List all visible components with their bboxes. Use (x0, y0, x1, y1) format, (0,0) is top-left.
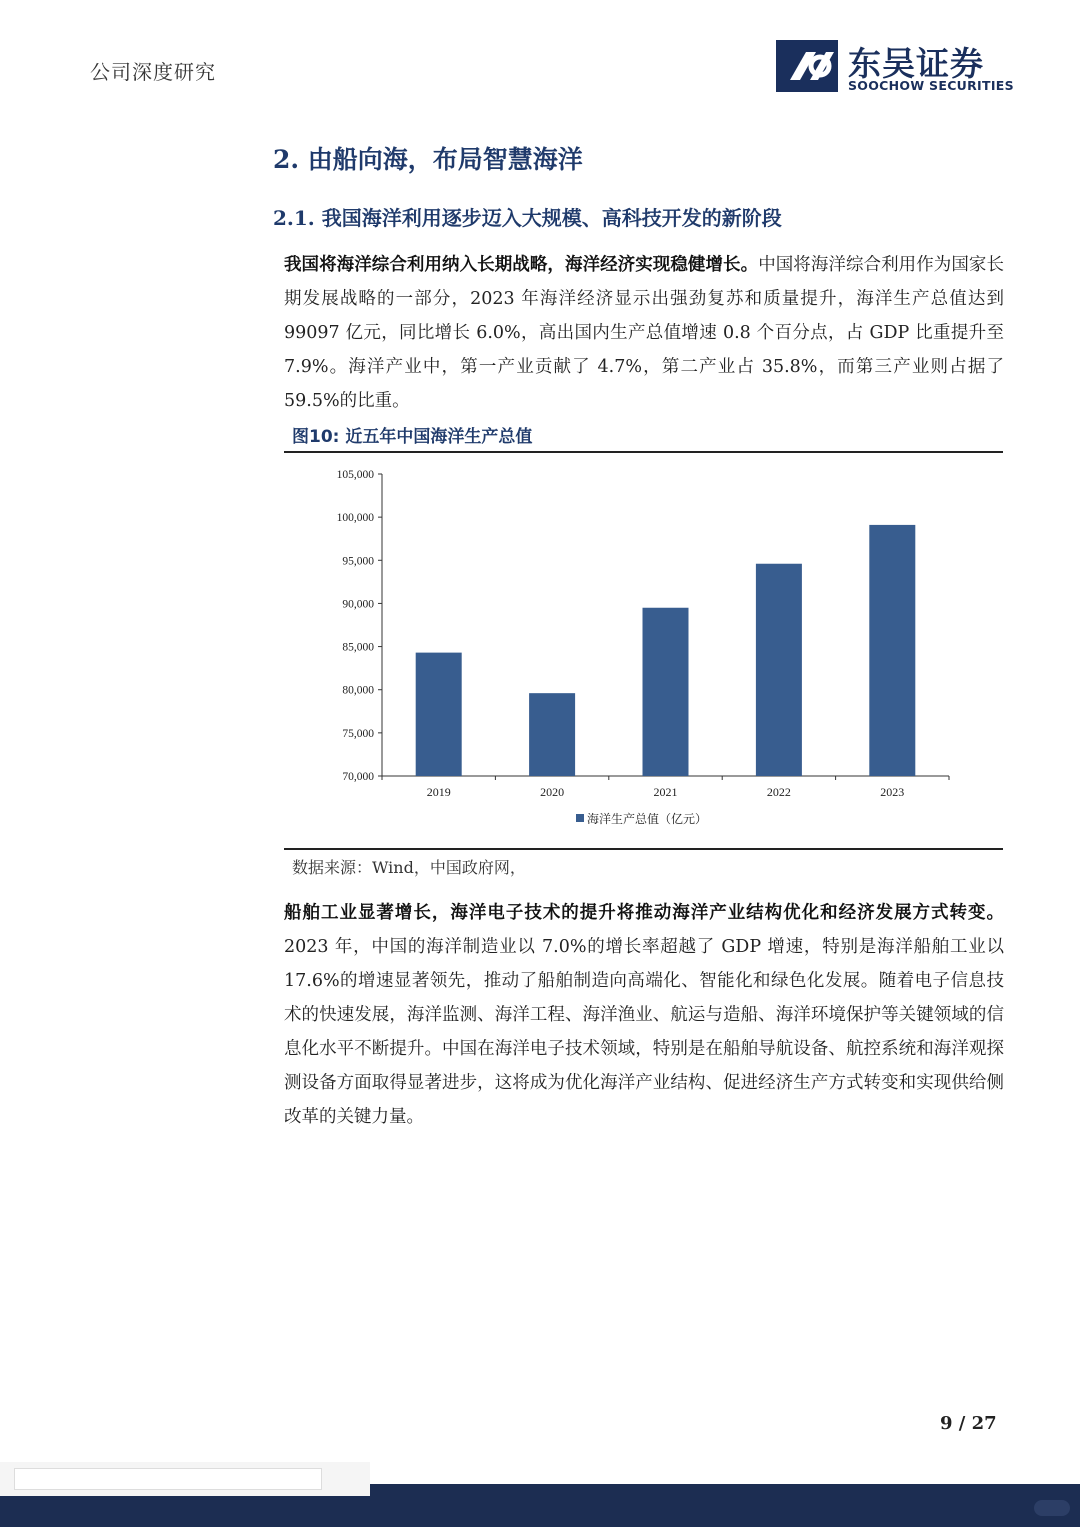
x-tick-label: 2019 (426, 785, 451, 799)
figure-bottom-rule (284, 848, 1003, 850)
ocean-gdp-bar-chart (284, 456, 1003, 844)
x-tick-label: 2021 (653, 785, 678, 799)
legend-swatch (576, 814, 584, 822)
legend-label: 海洋生产总值（亿元） (587, 812, 708, 826)
y-tick-label: 75,000 (342, 727, 374, 740)
paragraph-lead: 我国将海洋综合利用纳入长期战略，海洋经济实现稳健增长。 (284, 255, 759, 275)
y-tick-label: 105,000 (336, 469, 374, 481)
figure-title: 图10: 近五年中国海洋生产总值 (292, 427, 533, 447)
footer-input-box (14, 1468, 322, 1490)
x-tick-label: 2023 (880, 785, 905, 799)
paragraph-shipbuilding (284, 896, 1004, 1134)
bar-2021 (643, 608, 689, 776)
x-tick-label: 2022 (766, 785, 791, 799)
section-subtitle: 2.1. 我国海洋利用逐步迈入大规模、高科技开发的新阶段 (273, 206, 782, 230)
soochow-logo-icon (776, 40, 838, 92)
paragraph-body: 2023 年，中国的海洋制造业以 7.0%的增长率超越了 GDP 增速，特别是海洋船舶工业以 17.6%的增速显著领先，推动了船舶制造向高端化、智能化和绿色化发展。随着电子信息技术的快速发展，海洋监测、海洋工程、海洋渔业、航运与造船、海洋环境保护等关键领域的信息化水平不断提升。中国在海洋电子技术领域，特别是在船舶导航设备、航控系统和海洋观探测设备方面取得显著进步，这将成为优化海洋产业结构、促进经济生产方式转变和实现供给侧改革的关键力量。 (284, 937, 1004, 1127)
y-tick-label: 90,000 (342, 598, 374, 611)
paragraph-body: 中国将海洋综合利用作为国家长期发展战略的一部分，2023 年海洋经济显示出强劲复苏和质量提升，海洋生产总值达到 99097 亿元，同比增长 6.0%，高出国内生产总值增速 0.8 个百分点，占 GDP 比重提升至 7.9%。海洋产业中，第一产业贡献了 4.7%，第二产业占 35.8%，而第三产业则占据了 59.5%的比重。 (284, 255, 1004, 411)
figure-source: 数据来源：Wind，中国政府网， (292, 858, 526, 877)
logo-english-name: SOOCHOW SECURITIES (848, 78, 1014, 93)
y-tick-label: 80,000 (342, 684, 374, 697)
paragraph-lead: 船舶工业显著增长，海洋电子技术的提升将推动海洋产业结构优化和经济发展方式转变。 (284, 903, 1004, 923)
footer-badge (1034, 1500, 1070, 1516)
x-tick-label: 2020 (540, 785, 565, 799)
y-tick-label: 70,000 (342, 771, 374, 783)
figure-top-rule (284, 451, 1003, 453)
report-type-label: 公司深度研究 (90, 60, 216, 84)
y-tick-label: 95,000 (342, 555, 374, 568)
soochow-logo (776, 40, 1014, 96)
bar-2020 (529, 693, 575, 776)
page-number: 9 / 27 (940, 1413, 997, 1434)
y-tick-label: 100,000 (336, 512, 374, 525)
section-title: 2. 由船向海，布局智慧海洋 (273, 145, 583, 174)
bar-2022 (756, 564, 802, 776)
logo-chinese-name: 东吴证券 (848, 44, 984, 83)
bar-2023 (869, 525, 915, 776)
paragraph-ocean-economy (284, 248, 1004, 418)
bar-2019 (416, 653, 462, 776)
y-tick-label: 85,000 (342, 641, 374, 654)
